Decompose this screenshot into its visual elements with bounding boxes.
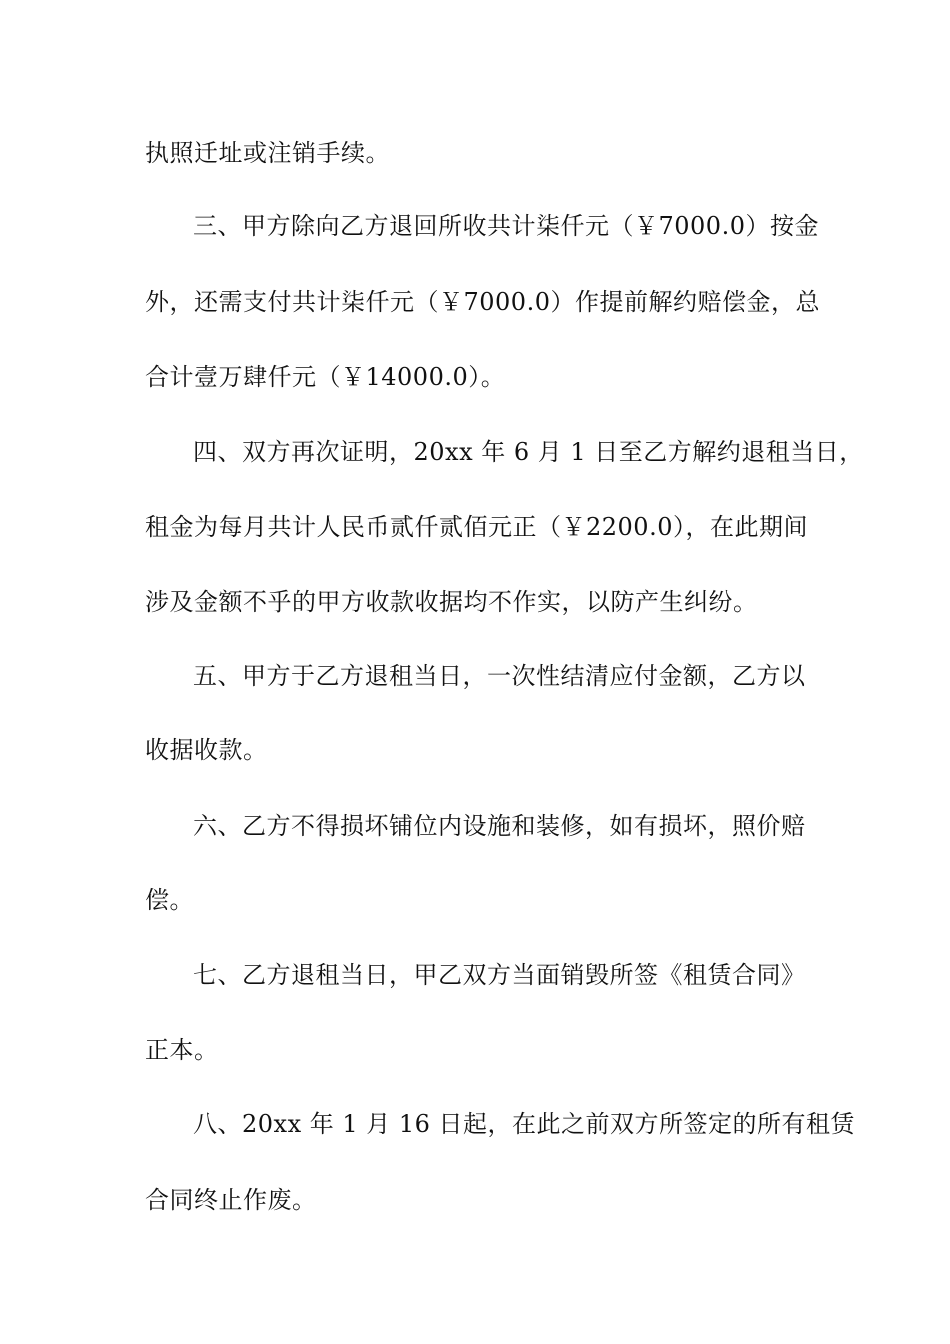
clause-4-line-1: 四、双方再次证明，20xx 年 6 月 1 日至乙方解约退租当日， bbox=[193, 438, 864, 466]
clause-8-line-2: 合同终止作废。 bbox=[145, 1186, 317, 1214]
clause-4-line-3: 涉及金额不乎的甲方收款收据均不作实，以防产生纠纷。 bbox=[145, 588, 758, 616]
clause-4-line-2: 租金为每月共计人民币贰仟贰佰元正（￥2200.0），在此期间 bbox=[145, 513, 808, 541]
clause-5-line-2: 收据收款。 bbox=[145, 736, 268, 764]
clause-3-line-3: 合计壹万肆仟元（￥14000.0）。 bbox=[145, 363, 506, 391]
text-line: 执照迁址或注销手续。 bbox=[145, 139, 390, 167]
clause-3-line-2: 外，还需支付共计柒仟元（￥7000.0）作提前解约赔偿金，总 bbox=[145, 288, 820, 316]
clause-3-line-1: 三、甲方除向乙方退回所收共计柒仟元（￥7000.0）按金 bbox=[193, 212, 819, 240]
clause-7-line-2: 正本。 bbox=[145, 1036, 219, 1064]
clause-5-line-1: 五、甲方于乙方退租当日，一次性结清应付金额，乙方以 bbox=[193, 662, 806, 690]
clause-7-line-1: 七、乙方退租当日，甲乙双方当面销毁所签《租赁合同》 bbox=[193, 961, 806, 989]
clause-8-line-1: 八、20xx 年 1 月 16 日起，在此之前双方所签定的所有租赁 bbox=[193, 1110, 856, 1138]
clause-6-line-2: 偿。 bbox=[145, 886, 194, 914]
clause-6-line-1: 六、乙方不得损坏铺位内设施和装修，如有损坏，照价赔 bbox=[193, 812, 806, 840]
